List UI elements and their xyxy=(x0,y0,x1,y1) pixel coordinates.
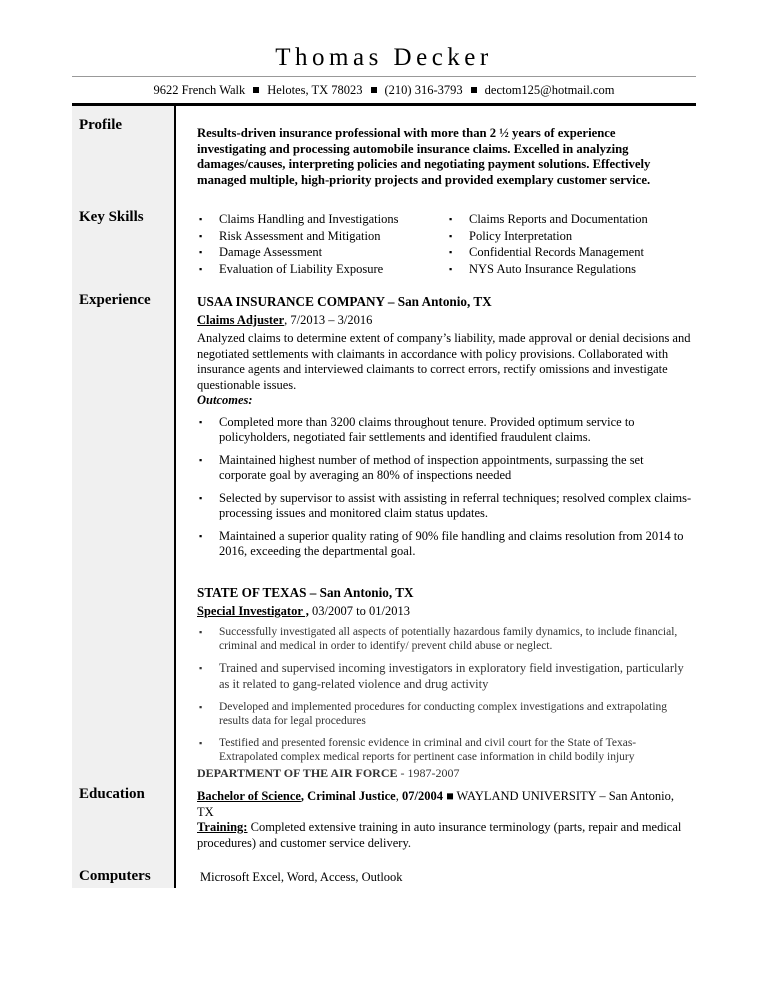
duties-list xyxy=(197,625,697,764)
training-label: Training: xyxy=(197,820,248,834)
contact-line xyxy=(0,83,768,98)
phone: (210) 316-3793 xyxy=(384,83,463,97)
square-separator-icon xyxy=(253,87,259,93)
list-item: ▪ Risk Assessment and Mitigation xyxy=(197,228,447,245)
computers-text: Microsoft Excel, Word, Access, Outlook xyxy=(200,870,403,884)
list-item: ▪ NYS Auto Insurance Regulations xyxy=(447,261,648,278)
list-item: ▪ Successfully investigated all aspects of potentially hazardous family dynamics, to include financial, criminal and medical in order to identify/ prevent child abuse or neglect. xyxy=(197,625,697,653)
job-title: Claims Adjuster xyxy=(197,312,285,327)
school: WAYLAND UNIVERSITY – San Antonio, TX xyxy=(197,789,675,819)
skills-right xyxy=(447,211,648,277)
square-separator-icon xyxy=(471,87,477,93)
company-name: USAA INSURANCE COMPANY – San Antonio, TX xyxy=(197,294,492,309)
list-item: ▪ Maintained highest number of method of inspection appointments, surpassing the set corporate goal by averaging an 80% of inspections needed xyxy=(197,453,692,484)
job-dates: 03/2007 to 01/2013 xyxy=(308,603,410,618)
job-texas xyxy=(197,585,697,780)
square-separator-icon: ■ xyxy=(442,789,457,803)
list-item: ▪ Testified and presented forensic evidence in criminal and civil court for the State of Texas- Extrapolated complex medical reports for pertinent case information in child bodily injury xyxy=(197,736,697,764)
airforce-name: DEPARTMENT OF THE AIR FORCE xyxy=(197,766,398,780)
city: Helotes, TX 78023 xyxy=(267,83,363,97)
square-separator-icon xyxy=(371,87,377,93)
resume-name: Thomas Decker xyxy=(275,44,493,71)
job-dates: , 7/2013 – 3/2016 xyxy=(284,312,373,327)
separator: , xyxy=(395,789,402,803)
outcomes-label: Outcomes: xyxy=(197,393,253,407)
airforce-line xyxy=(197,766,697,780)
heading-education: Education xyxy=(79,786,145,802)
heading-skills: Key Skills xyxy=(79,209,144,225)
airforce-dates: - 1987-2007 xyxy=(397,766,460,780)
degree-line xyxy=(197,789,692,820)
company-name: STATE OF TEXAS – San Antonio, TX xyxy=(197,585,414,600)
column-divider xyxy=(174,106,176,888)
skills-left xyxy=(197,211,447,277)
degree: Bachelor of Science xyxy=(197,789,301,803)
list-item: ▪ Confidential Records Management xyxy=(447,244,648,261)
list-item: ▪ Claims Reports and Documentation xyxy=(447,211,648,228)
list-item: ▪ Completed more than 3200 claims throughout tenure. Provided optimum service to policyholders, negotiated fair settlements and identified fraudulent claims. xyxy=(197,415,692,446)
list-item: ▪ Selected by supervisor to assist with assisting in referral techniques; resolved complex claims-processing issues and monitored claim status updates. xyxy=(197,491,692,522)
divider xyxy=(72,76,696,77)
outcomes-list xyxy=(197,415,692,560)
job-title: Special Investigator , xyxy=(197,603,309,618)
profile-text: Results-driven insurance professional with more than 2 ½ years of experience investigating and processing automobile insurance claims. Excelled in analyzing damages/causes, interpreting policies and negotiating payment solutions. Effectively managed multiple, high-priority projects and provided exemplary customer service. xyxy=(197,126,651,187)
list-item: ▪ Maintained a superior quality rating of 90% file handling and claims resolution from 2014 to 2016, exceeding the departmental goal. xyxy=(197,529,692,560)
heading-experience: Experience xyxy=(79,292,151,308)
job-summary: Analyzed claims to determine extent of company’s liability, made approval or denial decisions and negotiated settlements with claimants in accordance with policy provisions. Collaborated with insurance agents and interviewed claimants to correct errors, rectify omissions and investigate questionable issues. xyxy=(197,331,691,392)
email: dectom125@hotmail.com xyxy=(484,83,615,97)
grad-date: 07/2004 xyxy=(401,789,443,803)
education-block xyxy=(197,789,692,851)
list-item: ▪ Evaluation of Liability Exposure xyxy=(197,261,447,278)
job-title-line xyxy=(197,604,697,620)
list-item: ▪ Damage Assessment xyxy=(197,244,447,261)
list-item: ▪ Developed and implemented procedures for conducting complex investigations and extrapolating results data for legal procedures xyxy=(197,700,697,728)
job-title-line xyxy=(197,313,692,329)
field: , Criminal Justice xyxy=(300,789,396,803)
job-usaa xyxy=(197,294,692,560)
list-item: ▪ Claims Handling and Investigations xyxy=(197,211,447,228)
heading-computers: Computers xyxy=(79,868,151,884)
heading-profile: Profile xyxy=(79,117,123,133)
training-text: Completed extensive training in auto insurance terminology (parts, repair and medical procedures) and customer service delivery. xyxy=(197,820,682,850)
address: 9622 French Walk xyxy=(153,83,246,97)
list-item: ▪ Policy Interpretation xyxy=(447,228,648,245)
list-item: ▪ Trained and supervised incoming investigators in exploratory field investigation, particularly as it related to gang-related violence and drug activity xyxy=(197,661,697,692)
skills-list xyxy=(197,211,648,277)
training-line xyxy=(197,820,692,851)
